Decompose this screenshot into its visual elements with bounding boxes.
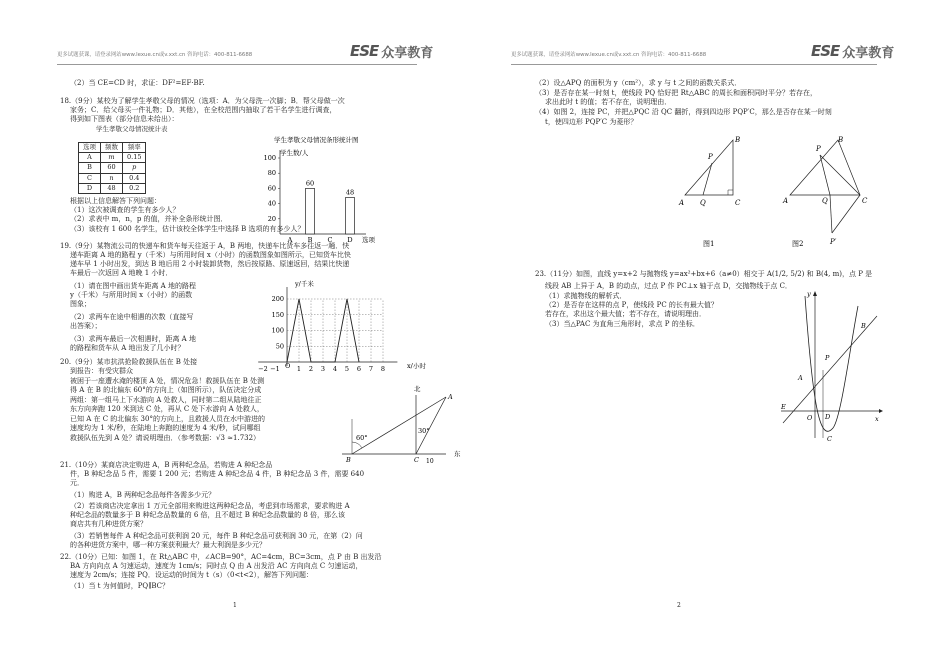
q18-part1: （1）这次被调查的学生有多少人？ xyxy=(70,206,180,214)
table-cell: A xyxy=(79,153,101,163)
exam-page-2 xyxy=(475,0,950,649)
graph-marks xyxy=(258,287,397,373)
fig1-q: Q xyxy=(700,199,706,207)
q23-part1: （1）求抛物线的解析式． xyxy=(545,292,627,300)
bar-y-tick-label: 100 xyxy=(263,154,276,162)
q21-part1: （1）购进 A，B 两种纪念品每件各需多少元？ xyxy=(70,491,216,499)
logo-mark: ESE xyxy=(811,42,840,60)
angle-c-label: 30° xyxy=(418,427,430,435)
q22-part4-line1: （4）如图 2，连接 PC，并把△PQC 沿 QC 翻折，得到四边形 PQP′C，那么是否存在某一时刻 xyxy=(535,108,832,116)
segment-pq xyxy=(820,155,830,195)
bar-chart-title: 学生孝敬父母情况条形统计图 xyxy=(274,136,359,144)
q21-part2-line3: 商店共有几种进货方案？ xyxy=(70,520,147,528)
segment-pc xyxy=(820,155,860,195)
graph-y-tick-label: 150 xyxy=(271,310,284,319)
header-divider xyxy=(511,64,877,65)
graph-y-tick-label: 100 xyxy=(271,326,284,335)
point-c: C xyxy=(827,435,832,443)
q20-stem-line5: 两组：第一组马上下水游向 A 处救人，同时第二组从陆地往正 xyxy=(70,396,262,404)
q18-part3: （3）该校有 1 600 名学生，估计该校全体学生中选择 B 选项的有多少人？ xyxy=(70,225,305,233)
table-header-row xyxy=(79,143,146,153)
q19-part3-line1: （3）求两车最后一次相遇时，距离 A 地 xyxy=(70,335,196,343)
q19-part1-line2: y（千米）与所用时间 x（小时）的函数 xyxy=(70,291,193,299)
distance-time-graph xyxy=(255,276,430,380)
q22-part3-line1: （3）是否存在某一时刻 t，使线段 PQ 恰好把 Rt△ABC 的周长和面积同时平分？若存在， xyxy=(535,89,817,97)
graph-x-tick-label: 3 xyxy=(320,365,326,373)
table-cell: C xyxy=(79,173,101,183)
graph-x-tick-label: 1 xyxy=(296,365,302,373)
point-b: B xyxy=(861,322,866,330)
x-label: x xyxy=(875,415,879,423)
graph-x-tick-label: −1 xyxy=(270,365,280,373)
triangle-abc xyxy=(685,140,733,195)
q23-stem-line2: 线段 AB 上异于 A，B 的动点，过点 P 作 PC⊥x 轴于点 D，交抛物线于点 C． xyxy=(545,282,792,290)
fig2-p: P xyxy=(816,145,821,153)
bar-data-label: 48 xyxy=(345,188,355,197)
q23-part2-line1: （2）是否存在这样的点 P，使线段 PC 的长有最大值？ xyxy=(545,301,718,309)
table-row xyxy=(79,163,146,173)
q21-stem-line3: 元． xyxy=(70,479,84,487)
graph-y-tick-label: 200 xyxy=(271,295,284,303)
bar-y-tick-label: 80 xyxy=(267,169,276,178)
segment-qpp xyxy=(830,195,832,233)
table-cell: B xyxy=(79,163,101,173)
x-axis-arrow xyxy=(879,409,883,413)
bar-data-label: 60 xyxy=(305,179,315,188)
graph-x-tick-label: 8 xyxy=(380,365,386,373)
q21-part3-line2: 的各种进货方案中，哪一种方案获利最大？最大利润是多少元？ xyxy=(70,541,266,549)
logo-text: 众享教育 xyxy=(381,45,434,61)
table-cell: D xyxy=(79,183,101,193)
header-contact-text: 更多试题获课，请登录网站www.lexue.cn或v.xxt.cn 咨询电话：400-811-6688 xyxy=(511,52,707,58)
q20-stem-line8: 速度均为 1 米/秒，在陆地上奔跑的速度为 4 米/秒，试问哪组 xyxy=(70,424,261,432)
angle-b-label: 60° xyxy=(356,434,368,442)
segment-pq xyxy=(703,163,712,195)
logo-text: 众享教育 xyxy=(842,45,895,61)
parabola-figure xyxy=(775,288,885,448)
table-cell: 0.15 xyxy=(123,153,146,163)
q18-part2: （2）求表中 m，n，p 的值，并补全条形统计图． xyxy=(70,215,228,223)
tick-label: 10 xyxy=(426,458,434,465)
bar-chart-xlabel: 选项 xyxy=(362,236,375,244)
triangle-figure-1 xyxy=(675,135,765,248)
graph-xlabel: x/小时 xyxy=(407,362,426,370)
q18-stem-line1: 18.（9分）某校为了解学生孝敬父母的情况（选项：A．为父母洗一次脚；B．帮父母做一次 xyxy=(60,97,345,105)
angle-b-arc xyxy=(352,442,362,448)
table-row xyxy=(79,173,146,183)
q19-stem-line3: 递车早 1 小时出发，到达 B 地后用 2 小时装卸货物，然后按原路、原速返回，结果比快递 xyxy=(70,260,350,268)
fig2-b: B xyxy=(838,136,844,144)
q19-part3-line2: 的路程和货车从 A 地出发了几小时？ xyxy=(70,344,185,352)
bar-category-label: D xyxy=(347,236,353,244)
q19-part1-line3: 图象； xyxy=(70,300,91,308)
table-title: 学生孝敬父母情况统计表 xyxy=(96,125,168,133)
fig2-caption: 图2 xyxy=(792,240,804,248)
q19-part1-line1: （1）请在图中画出货车距离 A 地的路程 xyxy=(70,282,196,290)
q19-stem-line1: 19.（9分）某物流公司的快递车和货车每天往返于 A，B 两地，快递车比货车多往返一趟．快 xyxy=(60,242,350,250)
header-divider xyxy=(57,64,417,65)
q19-stem-line2: 递车距离 A 地的路程 y（千米）与所用时间 x（小时）的函数图象如图所示，已知货车比快 xyxy=(70,251,351,259)
q22-part2: （2）设△APQ 的面积为 y（cm²），求 y 与 t 之间的函数关系式． xyxy=(535,79,742,87)
line-ab xyxy=(783,316,877,423)
q23-part2-line2: 若存在，求出这个最大值；若不存在，请说明理由． xyxy=(545,310,706,318)
y-label: y xyxy=(807,290,811,298)
fig1-caption: 图1 xyxy=(703,240,715,248)
q18-stem-line2: 家务；C．给父母买一件礼物；D．其他），在全校范围内抽取了若干名学生进行调查， xyxy=(70,106,337,114)
q18-stem-line3: 得到如下图表（部分信息未给出）： xyxy=(70,115,179,123)
graph-origin: O xyxy=(285,362,291,370)
fig1-a: A xyxy=(679,199,685,207)
origin-label: O xyxy=(807,414,813,422)
bar xyxy=(306,188,315,234)
table-cell: 60 xyxy=(101,163,123,173)
north-label: 北 xyxy=(414,385,421,393)
bar-category-label: C xyxy=(327,236,333,244)
header-contact-text: 更多试题获课，请登录网站www.lexue.cn或v.xxt.cn 咨询电话：400-811-6688 xyxy=(57,52,253,58)
logo-mark: ESE xyxy=(350,42,379,60)
table-header-cell: 频率 xyxy=(123,143,146,153)
page-number: 1 xyxy=(233,602,237,609)
q22-stem-line1: 22.（10分）已知：如图 1，在 Rt△ABC 中，∠ACB=90°，AC=4cm，BC=3cm，点 P 由 B 出发沿 xyxy=(60,553,382,561)
q22-stem-line2: BA 方向向点 A 匀速运动，速度为 1cm/s；同时点 Q 由 A 出发沿 AC 方向向点 C 匀速运动， xyxy=(70,562,363,570)
ese-logo xyxy=(350,40,433,62)
table-cell: 48 xyxy=(101,183,123,193)
graph-x-tick-label: 2 xyxy=(308,365,314,373)
q20-stem-line4: 得 A 在 B 的北偏东 60°的方向上（如图所示），队伍决定分成 xyxy=(70,386,262,394)
bar-y-tick-label: 20 xyxy=(267,214,276,223)
triangle-figure-2 xyxy=(780,135,875,253)
table-cell: n xyxy=(101,173,123,183)
point-p: P xyxy=(825,354,830,362)
q23-stem-line1: 23.（11分）如图，直线 y=x+2 与抛物线 y=ax²+bx+6（a≠0）相交于 A(1/2, 5/2) 和 B(4, m)，点 P 是 xyxy=(535,270,873,278)
fig1-p: P xyxy=(708,153,713,161)
bar-category-label: A xyxy=(287,236,293,244)
point-d: D xyxy=(825,413,831,421)
graph-ylabel: y/千米 xyxy=(295,280,314,288)
graph-x-tick-label: 4 xyxy=(332,365,338,373)
q21-stem-line2: 件，B 种纪念品 5 件，需要 1 200 元；若购进 A 种纪念品 4 件，B 种纪念品 3 件，需要 640 xyxy=(70,470,365,478)
table-cell: 0.2 xyxy=(123,183,146,193)
q22-part4-line2: t，使四边形 PQP′C 为菱形？ xyxy=(545,118,638,126)
q22-stem-line3: 速度为 2cm/s；连接 PQ．设运动的时间为 t（s）（0<t<2），解答下列问题： xyxy=(70,571,313,579)
q22-part3-line2: 求出此时 t 的值；若不存在，说明理由． xyxy=(545,98,672,106)
point-b-label: B xyxy=(346,456,351,464)
bar-chart-ylabel: 学生数/人 xyxy=(280,149,309,157)
table-row xyxy=(79,183,146,193)
graph-x-tick-label: −2 xyxy=(258,365,268,373)
point-e: E xyxy=(781,403,786,411)
line-ba xyxy=(352,397,446,454)
bar xyxy=(346,198,355,234)
q20-stem-line1: 20.（9分）某市抗洪抢险救援队伍在 B 处接 xyxy=(60,358,198,366)
fig2-c: C xyxy=(862,197,868,205)
q21-part2-line2: 种纪念品的数量多于 B 种纪念品数量的 6 倍，且不超过 B 种纪念品数量的 8 倍，那么该 xyxy=(70,511,345,519)
q19-stem-line4: 车最后一次返回 A 地晚 1 小时． xyxy=(70,269,173,277)
fig2-q: Q xyxy=(822,197,828,205)
fig2-a: A xyxy=(783,197,789,205)
q23-part3: （3）当△PAC 为直角三角形时，求点 P 的坐标． xyxy=(545,320,700,328)
q20-stem-line7: 已知 A 在 C 的北偏东 30°的方向上，且救援人员在水中游进的 xyxy=(70,415,265,423)
rescue-direction-figure xyxy=(334,383,464,465)
q22-part1: （1）当 t 为何值时，PQ∥BC？ xyxy=(70,582,170,590)
table-cell: 0.4 xyxy=(123,173,146,183)
q20-stem-line6: 东方向奔跑 120 米到达 C 处，再从 C 处下水游向 A 处救人， xyxy=(70,405,264,413)
right-angle-mark xyxy=(728,190,733,195)
q20-stem-line3: 被困于一座遭水淹的楼顶 A 处，情况危急！救援队伍在 B 处测 xyxy=(70,377,265,385)
graph-y-tick-label: 50 xyxy=(275,342,284,351)
ese-logo xyxy=(811,40,894,62)
east-label: 东 xyxy=(454,450,461,458)
bar-y-tick-label: 40 xyxy=(267,199,276,208)
triangle-abc xyxy=(790,140,860,195)
q20-stem-line2: 到报告：有受灾群众 xyxy=(70,367,133,375)
q19-part2-line1: （2）求两车在途中相遇的次数（直接写 xyxy=(70,313,194,321)
point-a-label: A xyxy=(448,393,453,401)
q21-stem-line1: 21.（10分）某商店决定购进 A，B 两种纪念品，若购进 A 种纪念品 xyxy=(60,461,273,469)
q19-part2-line2: 出答案）； xyxy=(70,322,102,330)
q21-part2-line1: （2）若该商店决定拿出 1 万元全部用来购进这两种纪念品，考虑到市场需求，要求购进 A xyxy=(70,502,350,510)
fig2-pprime: P′ xyxy=(830,238,837,246)
q18-intro: 根据以上信息解答下列问题： xyxy=(70,197,161,205)
graph-x-tick-label: 5 xyxy=(344,365,350,373)
fig1-b: B xyxy=(735,136,741,144)
table-cell: p xyxy=(123,163,146,173)
table-header-cell: 选项 xyxy=(79,143,101,153)
frequency-table xyxy=(78,142,146,194)
page-number: 2 xyxy=(677,602,681,609)
graph-x-tick-label: 7 xyxy=(368,365,374,373)
bar-y-tick-label: 60 xyxy=(267,184,276,193)
q21-part3-line1: （3）若销售每件 A 种纪念品可获利润 20 元，每件 B 种纪念品可获利润 30 元，在第（2）问 xyxy=(70,532,363,540)
q17-part2: （2）当 CE=CD 时，求证：DF²=EF·BF. xyxy=(70,79,205,87)
fig1-c: C xyxy=(735,199,741,207)
table-row xyxy=(79,153,146,163)
graph-x-tick-label: 6 xyxy=(356,365,362,373)
q20-stem-line9: 救援队伍先到 A 处？请说明理由．（参考数据：√3 ≈1.732） xyxy=(70,434,261,442)
segment-ppc xyxy=(832,195,860,233)
table-header-cell: 频数 xyxy=(101,143,123,153)
table-cell: m xyxy=(101,153,123,163)
y-axis-arrow xyxy=(813,291,817,296)
point-a: A xyxy=(798,374,803,382)
bar-category-label: B xyxy=(307,236,313,244)
line-ca xyxy=(416,397,446,454)
point-c-label: C xyxy=(414,456,419,464)
